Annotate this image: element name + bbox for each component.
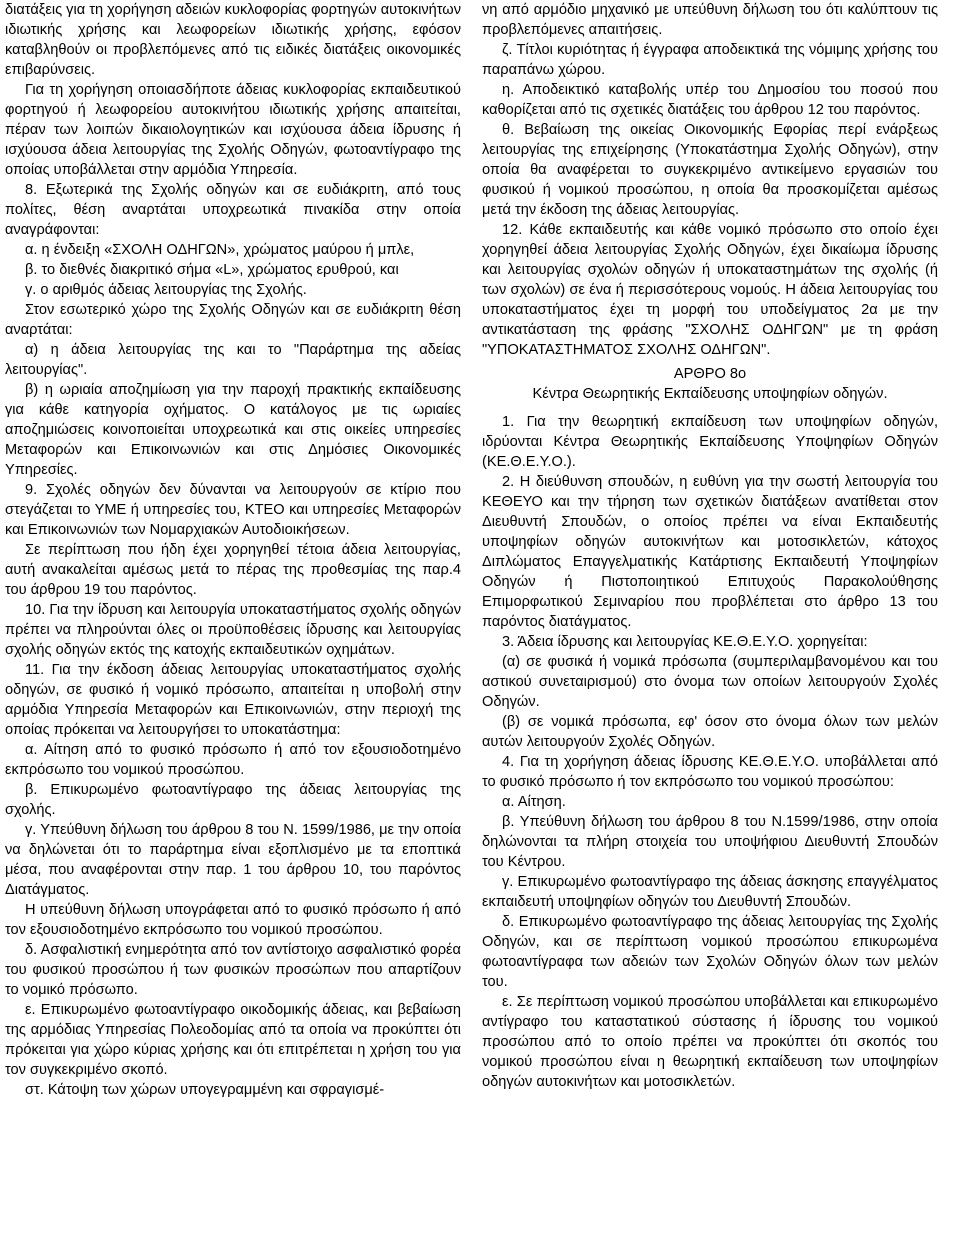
paragraph: γ. ο αριθμός άδειας λειτουργίας της Σχολής.: [25, 282, 307, 298]
paragraph: 4. Για τη χορήγηση άδειας ίδρυσης ΚΕ.Θ.Ε.Υ.Ο. υποβάλλεται από το φυσικό πρόσωπο ή τον εκπρόσωπο του νομικού προσώπου:: [482, 754, 938, 790]
paragraph: 3. Άδεια ίδρυσης και λειτουργίας ΚΕ.Θ.Ε.Υ.Ο. χορηγείται:: [502, 634, 868, 650]
left-column: [5, 0, 461, 1100]
paragraph: δ. Επικυρωμένο φωτοαντίγραφο της άδειας λειτουργίας της Σχολής Οδηγών, και σε περίπτωση νομικού προσώπου επικυρωμένα φωτοαντίγραφα των αδειών των Σχολών Οδηγών όλων των μελών του.: [482, 914, 938, 990]
paragraph: ε. Σε περίπτωση νομικού προσώπου υποβάλλεται και επικυρωμένο αντίγραφο του καταστατικού σύστασης ή ίδρυσης του νομικού προσώπου από το οποίο πρέπει να προκύπτει ότι σκοπός του νομικού προσώπου είναι η θεωρητική εκπαίδευση των υποψηφίων οδηγών αυτοκινήτων και μοτοσικλετών.: [482, 994, 938, 1090]
article-heading: ΑΡΘΡΟ 8ο: [673, 366, 747, 382]
paragraph: α. η ένδειξη «ΣΧΟΛΗ ΟΔΗΓΩΝ», χρώματος μαύρου ή μπλε,: [25, 242, 415, 258]
paragraph: γ. Υπεύθυνη δήλωση του άρθρου 8 του Ν. 1599/1986, με την οποία να δηλώνεται ότι το παράρτημα είναι εξοπλισμένο με τα εποπτικά μέσα, που αναφέρονται στην παρ. 1 του άρθρου 10, του παρόντος Διατάγματος.: [5, 822, 461, 898]
paragraph: ζ. Τίτλοι κυριότητας ή έγγραφα αποδεικτικά της νόμιμης χρήσης του παραπάνω χώρου.: [482, 42, 938, 78]
paragraph: (α) σε φυσικά ή νομικά πρόσωπα (συμπεριλαμβανομένου και του αστικού συνεταιρισμού) στο όνομα των οποίων λειτουργούν Σχολές Οδηγών.: [482, 654, 938, 710]
paragraph: δ. Ασφαλιστική ενημερότητα από τον αντίστοιχο ασφαλιστικό φορέα του φυσικού προσώπου ή των φυσικών προσώπων που απαρτίζουν το νομικό πρόσωπο.: [5, 942, 461, 998]
paragraph: α) η άδεια λειτουργίας της και το "Παράρτημα της αδείας λειτουργίας".: [5, 342, 461, 378]
paragraph: β. το διεθνές διακριτικό σήμα «L», χρώματος ερυθρού, και: [25, 262, 399, 278]
paragraph: η. Αποδεικτικό καταβολής υπέρ του Δημοσίου του ποσού που καθορίζεται από τις σχετικές διατάξεις του άρθρου 12 του παρόντος.: [482, 82, 938, 118]
paragraph: β) η ωριαία αποζημίωση για την παροχή πρακτικής εκπαίδευσης για κάθε κατηγορία οχήματος. Ο κατάλογος με τις ωριαίες αποζημιώσεις κοινοποιείται υποχρεωτικά και στις οικείες υπηρεσίες Μεταφορών και Επικοινωνιών και στις Δημόσιες Οικονομικές Υπηρεσίες.: [5, 382, 461, 478]
paragraph: 10. Για την ίδρυση και λειτουργία υποκαταστήματος σχολής οδηγών πρέπει να πληρούνται όλες οι προϋποθέσεις ίδρυσης και λειτουργίας σχολής οδηγών εκτός της κατοχής εκπαιδευτικών οχημάτων.: [5, 602, 461, 658]
paragraph: στ. Κάτοψη των χώρων υπογεγραμμένη και σφραγισμέ-: [25, 1082, 385, 1098]
paragraph: (β) σε νομικά πρόσωπα, εφ' όσον στο όνομα όλων των μελών αυτών λειτουργούν Σχολές Οδηγών.: [482, 714, 938, 750]
right-column: [482, 0, 938, 1092]
paragraph: θ. Βεβαίωση της οικείας Οικονομικής Εφορίας περί ενάρξεως λειτουργίας της επιχείρησης (Υποκατάστημα Σχολής Οδηγών), στην οποία θα αναφέρεται το συγκεκριμένο αντικείμενο εργασιών του φυσικού ή νομικού προσώπου, η οποία θα προσκομίζεται αμέσως μετά την έκδοση της άδειας λειτουργίας.: [482, 122, 938, 218]
paragraph: α. Αίτηση από το φυσικό πρόσωπο ή από τον εξουσιοδοτημένο εκπρόσωπο του νομικού προσώπου.: [5, 742, 461, 778]
paragraph: διατάξεις για τη χορήγηση αδειών κυκλοφορίας φορτηγών αυτοκινήτων ιδιωτικής χρήσης και λεωφορείων ιδιωτικής χρήσης, εφόσον καταβληθούν οι προβλεπόμενες από τις ειδικές διατάξεις οικονομικές επιβαρύνσεις.: [5, 2, 461, 78]
paragraph: ε. Επικυρωμένο φωτοαντίγραφο οικοδομικής άδειας, και βεβαίωση της αρμόδιας Υπηρεσίας Πολεοδομίας από τα οποία να προκύπτει ότι πρόκειται για χώρο κύριας χρήσης και ότι επιτρέπεται η χρήση του για τον συγκεκριμένο σκοπό.: [5, 1002, 461, 1078]
paragraph: 8. Εξωτερικά της Σχολής οδηγών και σε ευδιάκριτη, από τους πολίτες, θέση αναρτάται υποχρεωτικά πινακίδα στην οποία αναγράφονται:: [5, 182, 461, 238]
paragraph: 12. Κάθε εκπαιδευτής και κάθε νομικό πρόσωπο στο οποίο έχει χορηγηθεί άδεια λειτουργίας Σχολής Οδηγών, έχει δικαίωμα ίδρυσης και λειτουργίας σχολών οδηγών ή υποκαταστημάτων της σχολής (ή των σχολών) σε ένα ή περισσότερους νομούς. Η άδεια λειτουργίας του υποκαταστήματος έχει τη μορφή του υποδείγματος 2α με την αντικατάσταση της φράσης "ΣΧΟΛΗΣ ΟΔΗΓΩΝ" με τη φράση "ΥΠΟΚΑΤΑΣΤΗΜΑΤΟΣ ΣΧΟΛΗΣ ΟΔΗΓΩΝ".: [482, 222, 938, 358]
article-subheading: Κέντρα Θεωρητικής Εκπαίδευσης υποψηφίων οδηγών.: [532, 386, 888, 402]
paragraph: 11. Για την έκδοση άδειας λειτουργίας υποκαταστήματος σχολής οδηγών, σε φυσικό ή νομικό πρόσωπο, απαιτείται η υποβολή στην αρμόδια Υπηρεσία Μεταφορών και Επικοινωνιών, στην περιοχή της οποίας πρόκειται να λειτουργήσει το υποκατάστημα:: [5, 662, 461, 738]
paragraph: Για τη χορήγηση οποιασδήποτε άδειας κυκλοφορίας εκπαιδευτικού φορτηγού ή λεωφορείου αυτοκινήτου ιδιωτικής χρήσης απαιτείται, πέραν των λοιπών δικαιολογητικών και ισχύουσα άδεια ίδρυσης ή ισχύουσα άδεια λειτουργίας της Σχολής Οδηγών, φωτοαντίγραφο της οποίας υποβάλλεται στην αρμόδια Υπηρεσία.: [5, 82, 461, 178]
paragraph: νη από αρμόδιο μηχανικό με υπεύθυνη δήλωση του ότι καλύπτουν τις προβλεπόμενες απαιτήσεις.: [482, 2, 938, 38]
paragraph: 1. Για την θεωρητική εκπαίδευση των υποψηφίων οδηγών, ιδρύονται Κέντρα Θεωρητικής Εκπαίδευσης Υποψηφίων Οδηγών (ΚΕ.Θ.Ε.Υ.Ο.).: [482, 414, 938, 470]
paragraph: 2. Η διεύθυνση σπουδών, η ευθύνη για την σωστή λειτουργία του ΚΕΘΕΥΟ και την τήρηση των σχετικών διατάξεων ανατίθεται στον Διευθυντή Σπουδών, ο οποίος πρέπει να είναι Εκπαιδευτής υποψηφίων οδηγών αυτοκινήτων και μοτοσικλετών, κάτοχος Διπλώματος Επαγγελματικής Κατάρτισης Εκπαιδευτή Υποψηφίων Οδηγών ή Πιστοποιητικού Επιτυχούς Παρακολούθησης Επιμορφωτικού Σεμιναρίου που προβλέπεται στο άρθρο 13 του παρόντος διατάγματος.: [482, 474, 938, 630]
paragraph: 9. Σχολές οδηγών δεν δύνανται να λειτουργούν σε κτίριο που στεγάζεται το ΥΜΕ ή υπηρεσίες του, ΚΤΕΟ και υπηρεσίες Μεταφορών και Επικοινωνιών των Νομαρχιακών Αυτοδιοικήσεων.: [5, 482, 461, 538]
paragraph: α. Αίτηση.: [502, 794, 566, 810]
paragraph: Στον εσωτερικό χώρο της Σχολής Οδηγών και σε ευδιάκριτη θέση αναρτάται:: [5, 302, 461, 338]
paragraph: Η υπεύθυνη δήλωση υπογράφεται από το φυσικό πρόσωπο ή από τον εξουσιοδοτημένο εκπρόσωπο του νομικού προσώπου.: [5, 902, 461, 938]
paragraph: β. Υπεύθυνη δήλωση του άρθρου 8 του Ν.1599/1986, στην οποία δηλώνονται τα πλήρη στοιχεία του υποψήφιου Διευθυντή Σπουδών του Κέντρου.: [482, 814, 938, 870]
paragraph: γ. Επικυρωμένο φωτοαντίγραφο της άδειας άσκησης επαγγέλματος εκπαιδευτή υποψηφίων οδηγών του Διευθυντή Σπουδών.: [482, 874, 938, 910]
paragraph: β. Επικυρωμένο φωτοαντίγραφο της άδειας λειτουργίας της σχολής.: [5, 782, 461, 818]
paragraph: Σε περίπτωση που ήδη έχει χορηγηθεί τέτοια άδεια λειτουργίας, αυτή ανακαλείται αμέσως μετά το πέρας της προθεσμίας της παρ.4 του άρθρου 19 του παρόντος.: [5, 542, 461, 598]
